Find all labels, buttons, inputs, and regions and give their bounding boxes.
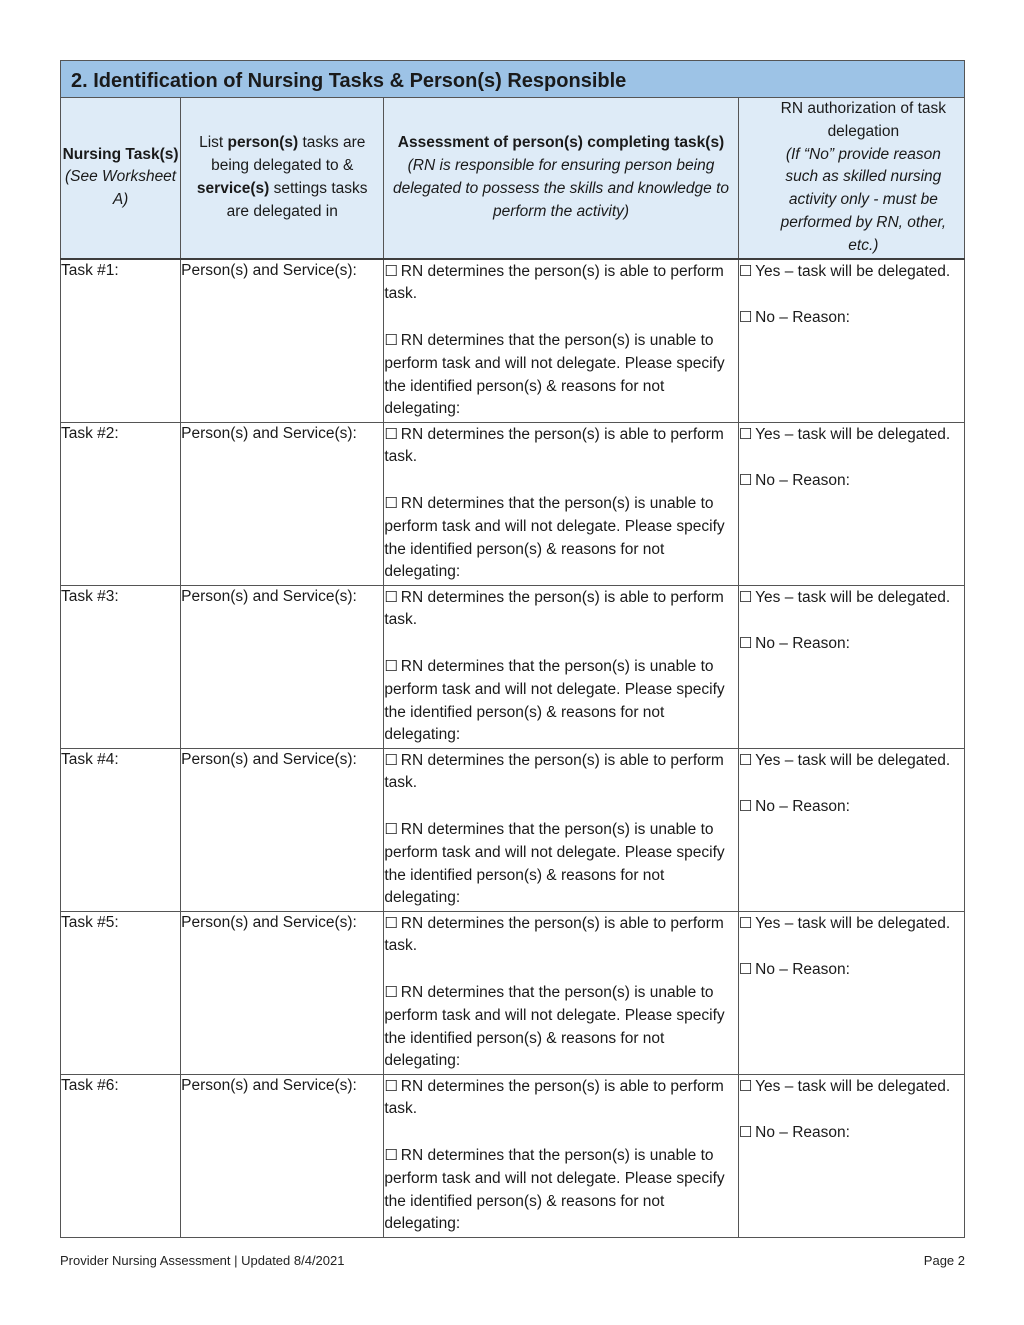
unable-option	[384, 329, 737, 421]
task-cell[interactable]	[61, 911, 181, 1074]
unable-option	[384, 818, 737, 910]
table-row	[61, 911, 965, 1074]
able-checkbox[interactable]: ☐	[384, 1076, 398, 1095]
no-option	[739, 469, 964, 493]
no-checkbox[interactable]: ☐	[738, 634, 753, 653]
header-authorization	[738, 98, 964, 259]
persons-cell[interactable]	[181, 911, 384, 1074]
unable-option	[384, 981, 737, 1073]
yes-checkbox[interactable]: ☐	[738, 913, 753, 932]
no-option	[739, 306, 964, 330]
no-option	[739, 632, 964, 656]
table-row	[61, 422, 965, 585]
unable-checkbox[interactable]: ☐	[384, 1145, 398, 1164]
able-option	[384, 586, 737, 633]
yes-checkbox[interactable]: ☐	[738, 424, 753, 443]
header-persons-text-3: settings tasks are delegated in	[226, 179, 368, 220]
yes-option	[739, 586, 964, 610]
task-cell[interactable]	[61, 259, 181, 423]
able-checkbox[interactable]: ☐	[384, 587, 398, 606]
task-label: Task #1:	[61, 261, 119, 279]
able-option	[384, 912, 737, 959]
no-checkbox[interactable]: ☐	[738, 797, 753, 816]
yes-checkbox[interactable]: ☐	[738, 750, 753, 769]
section-title: 2. Identification of Nursing Tasks & Person(s) Responsible	[61, 61, 965, 98]
no-option-label: No – Reason:	[755, 309, 850, 327]
persons-cell[interactable]	[181, 748, 384, 911]
header-nursing-tasks	[61, 98, 181, 259]
task-label: Task #3:	[61, 587, 119, 605]
authorization-cell	[738, 911, 964, 1074]
header-persons-text-2: tasks are being delegated to &	[211, 134, 366, 174]
able-option-label: RN determines the person(s) is able to perform task.	[384, 425, 724, 466]
header-persons-bold-2: service(s)	[196, 179, 270, 197]
no-option-label: No – Reason:	[755, 472, 850, 490]
unable-option	[384, 492, 737, 584]
header-assessment-label: Assessment of person(s) completing task(s)	[397, 134, 725, 152]
no-checkbox[interactable]: ☐	[738, 1123, 753, 1142]
no-option-label: No – Reason:	[755, 635, 850, 653]
able-option-label: RN determines the person(s) is able to perform task.	[384, 914, 724, 955]
no-checkbox[interactable]: ☐	[738, 308, 753, 327]
yes-option-label: Yes – task will be delegated.	[755, 914, 951, 932]
header-authorization-label: RN authorization of task delegation	[780, 100, 947, 140]
unable-checkbox[interactable]: ☐	[384, 819, 398, 838]
able-option	[384, 260, 737, 307]
table-row	[61, 748, 965, 911]
assessment-cell	[384, 259, 738, 423]
authorization-cell	[738, 1074, 964, 1237]
persons-cell[interactable]	[181, 585, 384, 748]
assessment-cell	[384, 585, 738, 748]
unable-option-label: RN determines that the person(s) is unable to perform task and will not delegate. Please specify the identified person(s) & reasons for not delegating:	[384, 820, 725, 907]
yes-checkbox[interactable]: ☐	[738, 261, 753, 280]
no-option	[739, 958, 964, 982]
able-option-label: RN determines the person(s) is able to perform task.	[384, 588, 724, 629]
yes-option	[739, 260, 964, 284]
unable-option-label: RN determines that the person(s) is unable to perform task and will not delegate. Please specify the identified person(s) & reasons for not delegating:	[384, 657, 725, 744]
authorization-cell	[738, 422, 964, 585]
footer-document-info: Provider Nursing Assessment | Updated 8/4/2021	[60, 1253, 345, 1268]
header-persons-bold-1: person(s)	[227, 134, 299, 152]
header-nursing-tasks-label: Nursing Task(s)	[62, 145, 179, 163]
unable-checkbox[interactable]: ☐	[384, 656, 398, 675]
no-checkbox[interactable]: ☐	[738, 471, 753, 490]
yes-option	[739, 1075, 964, 1099]
unable-checkbox[interactable]: ☐	[384, 330, 398, 349]
task-label: Task #2:	[61, 424, 119, 442]
yes-option-label: Yes – task will be delegated.	[755, 1077, 951, 1095]
persons-label: Person(s) and Service(s):	[181, 1076, 357, 1094]
unable-checkbox[interactable]: ☐	[384, 982, 398, 1001]
yes-option	[739, 749, 964, 773]
task-label: Task #6:	[61, 1076, 119, 1094]
able-option-label: RN determines the person(s) is able to perform task.	[384, 751, 724, 792]
table-row	[61, 1074, 965, 1237]
header-assessment	[384, 98, 738, 259]
no-checkbox[interactable]: ☐	[738, 960, 753, 979]
unable-option	[384, 1144, 737, 1236]
task-cell[interactable]	[61, 422, 181, 585]
able-checkbox[interactable]: ☐	[384, 261, 398, 280]
able-option	[384, 1075, 737, 1122]
persons-label: Person(s) and Service(s):	[181, 750, 357, 768]
task-cell[interactable]	[61, 585, 181, 748]
header-authorization-note: (If “No” provide reason such as skilled nursing activity only - must be performed by RN, other, etc.)	[780, 145, 947, 254]
page-footer	[60, 1253, 965, 1268]
yes-option-label: Yes – task will be delegated.	[755, 751, 951, 769]
table-row	[61, 259, 965, 423]
persons-cell[interactable]	[181, 259, 384, 423]
header-persons	[181, 98, 384, 259]
task-cell[interactable]	[61, 1074, 181, 1237]
persons-cell[interactable]	[181, 422, 384, 585]
header-assessment-note: (RN is responsible for ensuring person being delegated to possess the skills and knowledge to perform the activity)	[392, 156, 730, 220]
no-option-label: No – Reason:	[755, 798, 850, 816]
persons-label: Person(s) and Service(s):	[181, 261, 357, 279]
table-header-row	[61, 98, 965, 259]
task-cell[interactable]	[61, 748, 181, 911]
able-option-label: RN determines the person(s) is able to perform task.	[384, 1077, 724, 1118]
unable-option-label: RN determines that the person(s) is unable to perform task and will not delegate. Please specify the identified person(s) & reasons for not delegating:	[384, 331, 725, 418]
persons-label: Person(s) and Service(s):	[181, 424, 357, 442]
unable-option	[384, 655, 737, 747]
no-option-label: No – Reason:	[755, 961, 850, 979]
task-label: Task #5:	[61, 913, 119, 931]
assessment-cell	[384, 1074, 738, 1237]
assessment-cell	[384, 911, 738, 1074]
able-option-label: RN determines the person(s) is able to perform task.	[384, 262, 724, 303]
yes-checkbox[interactable]: ☐	[738, 1076, 753, 1095]
persons-label: Person(s) and Service(s):	[181, 913, 357, 931]
task-label: Task #4:	[61, 750, 119, 768]
no-option-label: No – Reason:	[755, 1124, 850, 1142]
unable-option-label: RN determines that the person(s) is unable to perform task and will not delegate. Please specify the identified person(s) & reasons for not delegating:	[384, 1146, 725, 1233]
yes-option	[739, 912, 964, 936]
unable-option-label: RN determines that the person(s) is unable to perform task and will not delegate. Please specify the identified person(s) & reasons for not delegating:	[384, 494, 725, 581]
header-persons-text-1: List	[199, 134, 228, 152]
yes-checkbox[interactable]: ☐	[738, 587, 753, 606]
footer-page-number: Page 2	[923, 1253, 965, 1268]
able-checkbox[interactable]: ☐	[384, 424, 398, 443]
header-nursing-tasks-note: (See Worksheet A)	[64, 168, 177, 209]
authorization-cell	[738, 259, 964, 423]
persons-label: Person(s) and Service(s):	[181, 587, 357, 605]
yes-option	[739, 423, 964, 447]
no-option	[739, 1121, 964, 1145]
no-option	[739, 795, 964, 819]
authorization-cell	[738, 585, 964, 748]
unable-option-label: RN determines that the person(s) is unable to perform task and will not delegate. Please specify the identified person(s) & reasons for not delegating:	[384, 983, 725, 1070]
unable-checkbox[interactable]: ☐	[384, 493, 398, 512]
assessment-cell	[384, 748, 738, 911]
assessment-cell	[384, 422, 738, 585]
yes-option-label: Yes – task will be delegated.	[755, 588, 951, 606]
able-checkbox[interactable]: ☐	[384, 913, 398, 932]
yes-option-label: Yes – task will be delegated.	[755, 425, 951, 443]
table-row	[61, 585, 965, 748]
able-checkbox[interactable]: ☐	[384, 750, 398, 769]
task-delegation-table	[60, 60, 965, 1238]
persons-cell[interactable]	[181, 1074, 384, 1237]
able-option	[384, 423, 737, 470]
able-option	[384, 749, 737, 796]
yes-option-label: Yes – task will be delegated.	[755, 262, 951, 280]
authorization-cell	[738, 748, 964, 911]
